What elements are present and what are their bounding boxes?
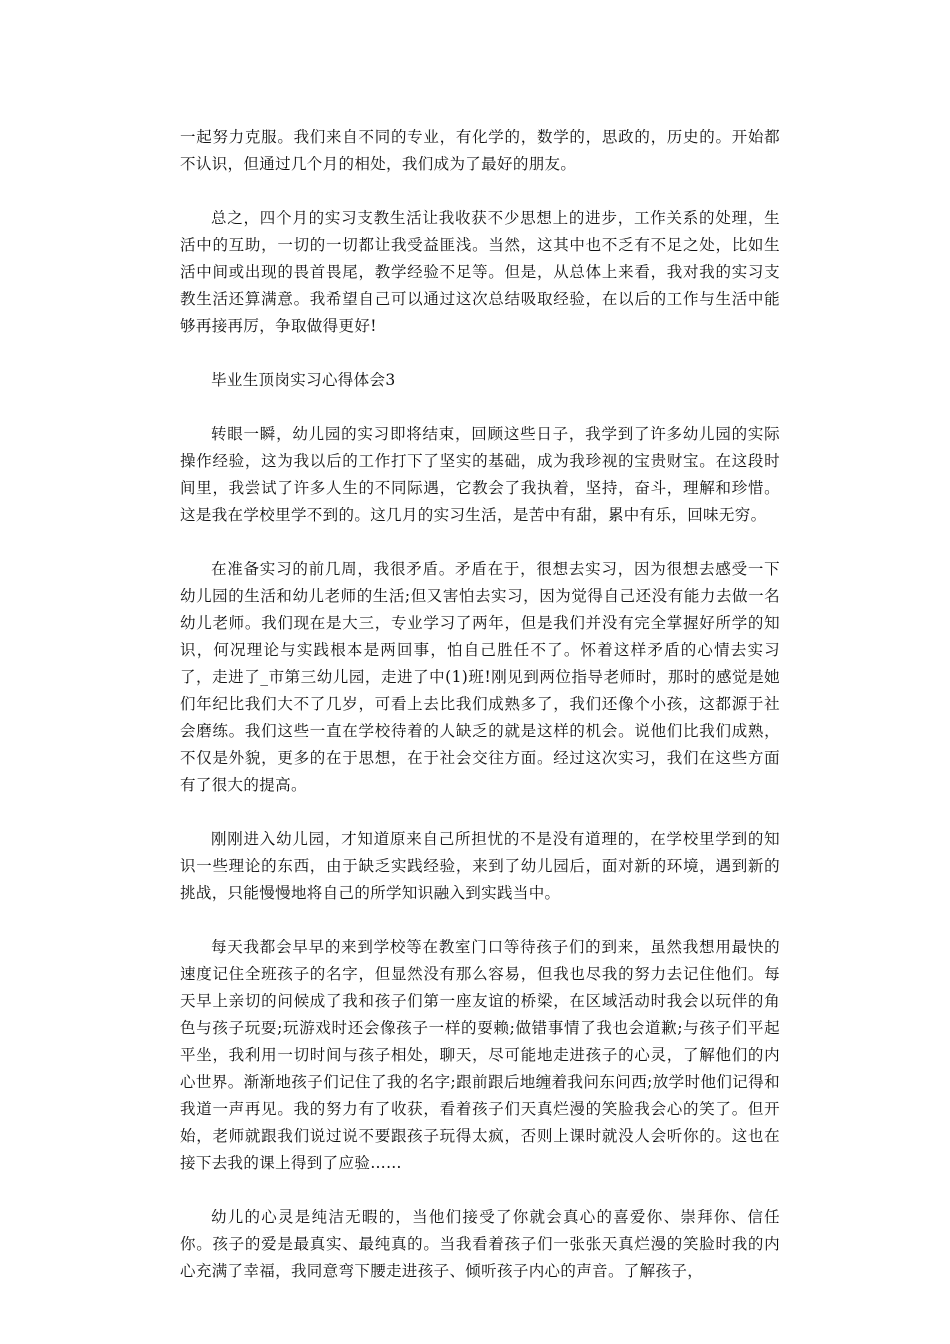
paragraph-continuation: 一起努力克服。我们来自不同的专业，有化学的，数学的，思政的，历史的。开始都不认识，但通过几个月的相处，我们成为了最好的朋友。 bbox=[180, 128, 780, 173]
section-heading: 毕业生顶岗实习心得体会3 bbox=[211, 371, 396, 389]
paragraph-first-days: 刚刚进入幼儿园，才知道原来自己所担忧的不是没有道理的，在学校里学到的知识一些理论的东西，由于缺乏实践经验，来到了幼儿园后，面对新的环境，遇到新的挑战，只能慢慢地将自己的所学知识融入到实践当中。 bbox=[180, 830, 780, 902]
paragraph-daily-routine: 每天我都会早早的来到学校等在教室门口等待孩子们的到来，虽然我想用最快的速度记住全班孩子的名字，但显然没有那么容易，但我也尽我的努力去记住他们。每天早上亲切的问候成了我和孩子们第一座友谊的桥梁，在区域活动时我会以玩伴的角色与孩子玩耍;玩游戏时还会像孩子一样的耍赖;做错事情了我也会道歉;与孩子们平起平坐，我利用一切时间与孩子相处，聊天，尽可能地走进孩子的心灵，了解他们的内心世界。渐渐地孩子们记住了我的名字;跟前跟后地缠着我问东问西;放学时他们记得和我道一声再见。我的努力有了收获，看着孩子们天真烂漫的笑脸我会心的笑了。但开始，老师就跟我们说过说不要跟孩子玩得太疯，否则上课时就没人会听你的。这也在接下去我的课上得到了应验…… bbox=[180, 938, 780, 1172]
paragraph-children-heart: 幼儿的心灵是纯洁无暇的，当他们接受了你就会真心的喜爱你、崇拜你、信任你。孩子的爱是最真实、最纯真的。当我看着孩子们一张张天真烂漫的笑脸时我的内心充满了幸福，我同意弯下腰走进孩子、倾听孩子内心的声音。了解孩子， bbox=[180, 1208, 780, 1280]
paragraph-preparation: 在准备实习的前几周，我很矛盾。矛盾在于，很想去实习，因为很想去感受一下幼儿园的生活和幼儿老师的生活;但又害怕去实习，因为觉得自己还没有能力去做一名幼儿老师。我们现在是大三，专业学习了两年，但是我们并没有完全掌握好所学的知识，何况理论与实践根本是两回事，怕自己胜任不了。怀着这样矛盾的心情去实习了，走进了_市第三幼儿园，走进了中(1)班!刚见到两位指导老师时，那时的感觉是她们年纪比我们大不了几岁，可看上去比我们成熟多了，我们还像个小孩，这都源于社会磨练。我们这些一直在学校待着的人缺乏的就是这样的机会。说他们比我们成熟，不仅是外貌，更多的在于思想，在于社会交往方面。经过这次实习，我们在这些方面有了很大的提高。 bbox=[180, 560, 780, 794]
document-body bbox=[180, 124, 780, 1285]
paragraph-intro: 转眼一瞬，幼儿园的实习即将结束，回顾这些日子，我学到了许多幼儿园的实际操作经验，这为我以后的工作打下了坚实的基础，成为我珍视的宝贵财宝。在这段时间里，我尝试了许多人生的不同际遇，它教会了我执着，坚持，奋斗，理解和珍惜。这是我在学校里学不到的。这几月的实习生活，是苦中有甜，累中有乐，回味无穷。 bbox=[180, 425, 780, 524]
paragraph-summary: 总之，四个月的实习支教生活让我收获不少思想上的进步，工作关系的处理，生活中的互助，一切的一切都让我受益匪浅。当然，这其中也不乏有不足之处，比如生活中间或出现的畏首畏尾，教学经验不足等。但是，从总体上来看，我对我的实习支教生活还算满意。我希望自己可以通过这次总结吸取经验，在以后的工作与生活中能够再接再厉，争取做得更好! bbox=[180, 209, 780, 335]
